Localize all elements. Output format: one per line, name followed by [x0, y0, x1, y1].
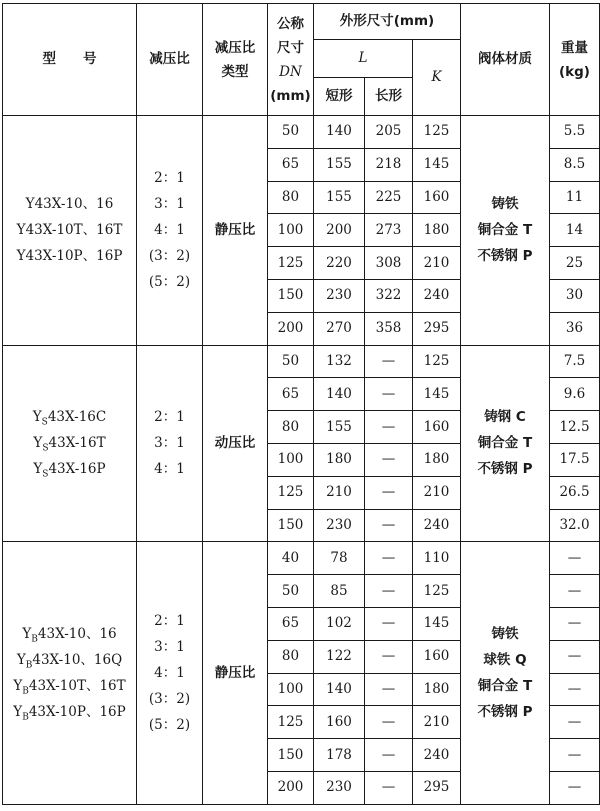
L-long-cell: 273 — [365, 214, 413, 247]
model-name: $Y_B43X-10$、16 — [22, 626, 117, 645]
material-cell — [461, 345, 550, 542]
L-short-cell: 132 — [314, 345, 365, 378]
dn-cell: 100 — [268, 673, 314, 706]
table-body — [3, 116, 600, 805]
material-name: 铜合金 T — [477, 435, 533, 452]
model-name: Y43X-10P、16P — [16, 248, 123, 265]
L-short-cell: 200 — [314, 214, 365, 247]
weight-cell: 12.5 — [550, 411, 600, 444]
K-cell: 160 — [413, 181, 461, 214]
L-short-cell: 155 — [314, 181, 365, 214]
ratio-type-cell: 静压比 — [203, 542, 268, 804]
header-ratio-type — [203, 4, 268, 116]
material-name: 不锈钢 P — [477, 704, 533, 721]
L-long-cell: — — [365, 739, 413, 772]
L-long-cell: — — [365, 673, 413, 706]
L-short-cell: 178 — [314, 739, 365, 772]
header-ratio-type-line2: 类型 — [221, 63, 249, 80]
ratio-value: 3：1 — [154, 435, 185, 452]
header-model: 型 号 — [3, 4, 137, 116]
dn-cell: 200 — [268, 312, 314, 345]
header-dn-symbol: DN — [279, 63, 302, 80]
header-weight-line2: (kg) — [559, 63, 590, 80]
ratio-value: 4：1 — [154, 665, 185, 682]
K-cell: 145 — [413, 148, 461, 181]
table-row — [3, 542, 600, 575]
dn-cell: 150 — [268, 739, 314, 772]
dn-cell: 50 — [268, 116, 314, 149]
K-cell: 125 — [413, 575, 461, 608]
K-cell: 180 — [413, 443, 461, 476]
L-short-cell: 270 — [314, 312, 365, 345]
ratio-type-cell: 动压比 — [203, 345, 268, 542]
ratio-value: 4：1 — [154, 222, 185, 239]
ratio-value: (5：2) — [148, 274, 191, 291]
model-subscript: B — [25, 660, 33, 671]
header-K: K — [413, 40, 461, 116]
header-material: 阀体材质 — [461, 4, 550, 116]
K-cell: 160 — [413, 640, 461, 673]
material-cell — [461, 116, 550, 346]
weight-cell: 7.5 — [550, 345, 600, 378]
material-name: 球铁 Q — [483, 652, 527, 669]
K-cell: 145 — [413, 378, 461, 411]
header-long: 长形 — [365, 78, 413, 116]
K-cell: 240 — [413, 279, 461, 312]
L-long-cell: 218 — [365, 148, 413, 181]
weight-cell: — — [550, 607, 600, 640]
dn-cell: 100 — [268, 214, 314, 247]
model-subscript: S — [42, 470, 49, 481]
L-short-cell: 155 — [314, 411, 365, 444]
dn-cell: 150 — [268, 279, 314, 312]
K-cell: 295 — [413, 312, 461, 345]
header-short: 短形 — [314, 78, 365, 116]
model-name: Y43X-10T、16T — [16, 222, 123, 239]
weight-cell: — — [550, 739, 600, 772]
model-subscript: B — [31, 634, 38, 645]
dn-cell: 100 — [268, 443, 314, 476]
material-name: 铸铁 — [491, 626, 519, 643]
header-dn-line2: 尺寸 — [277, 39, 304, 56]
L-short-cell: 210 — [314, 476, 365, 509]
table-row — [3, 116, 600, 149]
ratio-type-cell: 静压比 — [203, 116, 268, 346]
weight-cell: 26.5 — [550, 476, 600, 509]
K-cell: 240 — [413, 739, 461, 772]
header-ratio-type-line1: 减压比 — [214, 39, 256, 56]
model-cell — [3, 542, 137, 804]
L-short-cell: 140 — [314, 378, 365, 411]
K-cell: 210 — [413, 476, 461, 509]
K-cell: 210 — [413, 247, 461, 280]
L-short-cell: 220 — [314, 247, 365, 280]
K-cell: 210 — [413, 706, 461, 739]
header-weight — [550, 4, 600, 116]
weight-cell: — — [550, 771, 600, 804]
K-cell: 125 — [413, 345, 461, 378]
weight-cell: 36 — [550, 312, 600, 345]
L-long-cell: 308 — [365, 247, 413, 280]
weight-cell: 17.5 — [550, 443, 600, 476]
dn-cell: 40 — [268, 542, 314, 575]
L-short-cell: 78 — [314, 542, 365, 575]
weight-cell: — — [550, 673, 600, 706]
material-name: 铸铁 — [491, 196, 519, 213]
L-long-cell: — — [365, 771, 413, 804]
weight-cell: 14 — [550, 214, 600, 247]
model-cell — [3, 116, 137, 346]
L-long-cell: — — [365, 378, 413, 411]
model-cell — [3, 345, 137, 542]
model-name: $Y_B43X-10P$、16P — [13, 704, 126, 723]
L-long-cell: — — [365, 706, 413, 739]
model-subscript: S — [41, 418, 48, 429]
ratio-value: (5：2) — [148, 717, 191, 734]
L-short-cell: 155 — [314, 148, 365, 181]
weight-cell: — — [550, 706, 600, 739]
header-L: L — [314, 40, 413, 78]
L-long-cell: — — [365, 640, 413, 673]
ratio-cell — [137, 345, 203, 542]
ratio-value: 4：1 — [154, 461, 185, 478]
K-cell: 180 — [413, 673, 461, 706]
dn-cell: 80 — [268, 640, 314, 673]
K-cell: 180 — [413, 214, 461, 247]
model-name: $Y_S43X-16C$ — [32, 409, 107, 429]
dn-cell: 65 — [268, 607, 314, 640]
dn-cell: 125 — [268, 476, 314, 509]
header-dn-line1: 公称 — [277, 15, 304, 32]
K-cell: 160 — [413, 411, 461, 444]
L-short-cell: 140 — [314, 673, 365, 706]
ratio-value: 2：1 — [154, 613, 185, 630]
model-subscript: B — [22, 712, 29, 723]
dn-cell: 50 — [268, 575, 314, 608]
L-long-cell: — — [365, 542, 413, 575]
weight-cell: 5.5 — [550, 116, 600, 149]
L-short-cell: 122 — [314, 640, 365, 673]
L-long-cell: 358 — [365, 312, 413, 345]
L-short-cell: 230 — [314, 771, 365, 804]
dn-cell: 65 — [268, 148, 314, 181]
L-long-cell: 322 — [365, 279, 413, 312]
model-name: $Y_S43X-16T$ — [33, 435, 106, 455]
weight-cell: — — [550, 575, 600, 608]
ratio-value: 2：1 — [154, 409, 185, 426]
L-long-cell: — — [365, 443, 413, 476]
dn-cell: 50 — [268, 345, 314, 378]
material-name: 铸钢 C — [484, 409, 526, 426]
L-short-cell: 230 — [314, 279, 365, 312]
weight-cell: — — [550, 542, 600, 575]
material-cell — [461, 542, 550, 804]
dn-cell: 80 — [268, 181, 314, 214]
L-long-cell: 225 — [365, 181, 413, 214]
weight-cell: — — [550, 640, 600, 673]
L-long-cell: — — [365, 607, 413, 640]
header-weight-line1: 重量 — [561, 39, 588, 56]
weight-cell: 32.0 — [550, 509, 600, 542]
L-short-cell: 102 — [314, 607, 365, 640]
dn-cell: 65 — [268, 378, 314, 411]
weight-cell: 8.5 — [550, 148, 600, 181]
ratio-value: (3：2) — [148, 691, 191, 708]
ratio-value: 2：1 — [154, 170, 185, 187]
dn-cell: 125 — [268, 706, 314, 739]
header-dims: 外形尺寸(mm) — [314, 4, 461, 40]
ratio-value: 3：1 — [154, 196, 185, 213]
dn-cell: 200 — [268, 771, 314, 804]
model-subscript: B — [22, 686, 29, 697]
K-cell: 110 — [413, 542, 461, 575]
header-ratio: 减压比 — [137, 4, 203, 116]
material-name: 不锈钢 P — [477, 248, 533, 265]
K-cell: 125 — [413, 116, 461, 149]
model-subscript: S — [42, 444, 49, 455]
K-cell: 145 — [413, 607, 461, 640]
material-name: 铜合金 T — [477, 678, 533, 695]
model-name: $Y_B43X-10$、16Q — [16, 652, 123, 671]
dn-cell: 125 — [268, 247, 314, 280]
header-dn-unit: (mm) — [270, 87, 311, 104]
valve-spec-table — [2, 3, 600, 805]
weight-cell: 11 — [550, 181, 600, 214]
L-short-cell: 230 — [314, 509, 365, 542]
K-cell: 240 — [413, 509, 461, 542]
material-name: 铜合金 T — [477, 222, 533, 239]
ratio-cell — [137, 542, 203, 804]
L-long-cell: — — [365, 476, 413, 509]
L-long-cell: — — [365, 509, 413, 542]
weight-cell: 25 — [550, 247, 600, 280]
dn-cell: 150 — [268, 509, 314, 542]
L-long-cell: — — [365, 345, 413, 378]
L-short-cell: 160 — [314, 706, 365, 739]
model-name: Y43X-10、16 — [25, 196, 114, 213]
L-short-cell: 85 — [314, 575, 365, 608]
table-row — [3, 345, 600, 378]
weight-cell: 9.6 — [550, 378, 600, 411]
K-cell: 295 — [413, 771, 461, 804]
weight-cell: 30 — [550, 279, 600, 312]
ratio-value: 3：1 — [154, 639, 185, 656]
material-name: 不锈钢 P — [477, 461, 533, 478]
ratio-value: (3：2) — [148, 248, 191, 265]
L-short-cell: 140 — [314, 116, 365, 149]
L-long-cell: — — [365, 575, 413, 608]
ratio-cell — [137, 116, 203, 346]
L-long-cell: 205 — [365, 116, 413, 149]
dn-cell: 80 — [268, 411, 314, 444]
L-short-cell: 180 — [314, 443, 365, 476]
header-dn — [268, 4, 314, 116]
model-name: $Y_B43X-10T$、16T — [13, 678, 126, 697]
L-long-cell: — — [365, 411, 413, 444]
model-name: $Y_S43X-16P$ — [33, 461, 106, 481]
